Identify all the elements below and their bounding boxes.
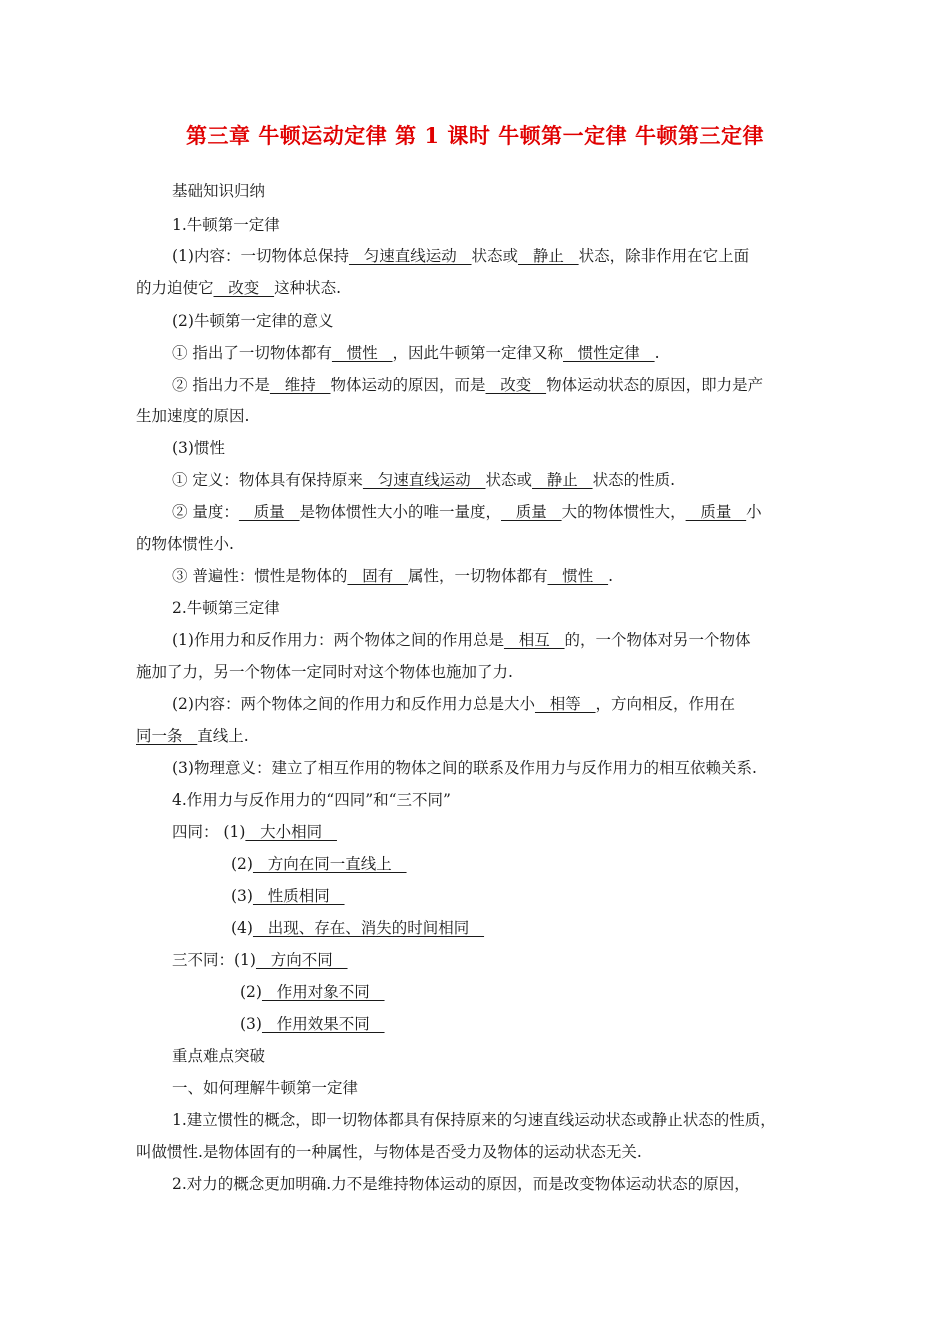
paragraph-line xyxy=(172,246,749,266)
text-run: 1.牛顿第一定律 xyxy=(172,216,280,234)
paragraph-line xyxy=(172,758,757,778)
paragraph-line xyxy=(172,694,735,714)
fill-blank-answer: 匀速直线运动 xyxy=(362,471,486,489)
text-run: ③ 普遍性：惯性是物体的 xyxy=(172,567,348,585)
text-run: 大的物体惯性大， xyxy=(561,503,686,521)
list-item xyxy=(231,854,407,874)
fill-blank-answer: 质量 xyxy=(685,503,747,521)
text-run: ，因此牛顿第一定律又称 xyxy=(392,344,564,362)
text-run: (2)内容：两个物体之间的作用力和反作用力总是大小 xyxy=(172,695,535,713)
paragraph-line xyxy=(136,662,513,682)
text-run: 小 xyxy=(746,503,762,521)
text-run: 4.作用力与反作用力的“四同”和“三不同” xyxy=(172,791,451,809)
text-run: 四同： (1) xyxy=(172,823,246,841)
section-heading-basics xyxy=(172,181,265,201)
text-run: 属性，一切物体都有 xyxy=(408,567,548,585)
text-run: 状态或 xyxy=(471,247,519,265)
fill-blank-answer: 质量 xyxy=(501,503,562,521)
text-run: (3)惯性 xyxy=(172,439,225,457)
subheading xyxy=(172,1078,358,1098)
text-run: 生加速度的原因. xyxy=(136,407,250,425)
list-item xyxy=(240,1014,385,1034)
paragraph-line xyxy=(172,470,675,490)
text-run: 状态，除非作用在它上面 xyxy=(578,247,750,265)
text-run: (2)牛顿第一定律的意义 xyxy=(172,312,334,330)
text-run: (4) xyxy=(231,919,253,937)
text-run: 重点难点突破 xyxy=(172,1047,266,1065)
text-run: (3) xyxy=(231,887,253,905)
text-run: 一、如何理解牛顿第一定律 xyxy=(172,1079,359,1097)
fill-blank-answer: 大小相同 xyxy=(245,823,337,841)
paragraph-line xyxy=(172,1110,776,1130)
fill-blank-answer: 出现、存在、消失的时间相同 xyxy=(252,919,485,937)
text-run: . xyxy=(608,567,614,585)
fill-blank-answer: 维持 xyxy=(269,376,331,394)
fill-blank-answer: 改变 xyxy=(485,376,547,394)
fill-blank-answer: 匀速直线运动 xyxy=(348,247,472,265)
text-run: 物体运动的原因，而是 xyxy=(330,376,486,394)
fill-blank-answer: 改变 xyxy=(213,279,275,297)
fill-blank-answer: 静止 xyxy=(518,247,579,265)
paragraph-line xyxy=(172,1174,750,1194)
text-run: (1)内容：一切物体总保持 xyxy=(172,247,349,265)
text-run: ② 指出力不是 xyxy=(172,376,270,394)
text-run: (2) xyxy=(231,855,253,873)
text-run: 1.建立惯性的概念，即一切物体都具有保持原来的匀速直线运动状态或静止状态的性质， xyxy=(172,1111,776,1129)
heading-newton-first-law xyxy=(172,215,280,235)
fill-blank-answer: 性质相同 xyxy=(252,887,345,905)
text-run: 物体运动状态的原因，即力是产 xyxy=(546,376,764,394)
list-item xyxy=(172,950,348,970)
text-run: 的力迫使它 xyxy=(136,279,214,297)
paragraph-line xyxy=(136,406,249,426)
paragraph-line xyxy=(172,375,763,395)
subheading xyxy=(172,438,225,458)
text-run: 叫做惯性.是物体固有的一种属性，与物体是否受力及物体的运动状态无关. xyxy=(136,1143,642,1161)
fill-blank-answer: 惯性定律 xyxy=(563,344,655,362)
paragraph-line xyxy=(172,566,613,586)
text-run: 的物体惯性小. xyxy=(136,535,234,553)
text-run: ，方向相反，作用在 xyxy=(595,695,736,713)
fill-blank-answer: 作用对象不同 xyxy=(261,983,385,1001)
paragraph-line xyxy=(136,1142,642,1162)
fill-blank-answer: 方向不同 xyxy=(255,951,348,969)
fill-blank-answer: 方向在同一直线上 xyxy=(252,855,407,873)
text-run: 三不同：(1) xyxy=(172,951,256,969)
text-run: 状态或 xyxy=(485,471,533,489)
heading-newton-third-law xyxy=(172,598,280,618)
text-run: 的，一个物体对另一个物体 xyxy=(564,631,751,649)
text-run: . xyxy=(654,344,660,362)
text-run: 2.对力的概念更加明确.力不是维持物体运动的原因，而是改变物体运动状态的原因， xyxy=(172,1175,750,1193)
fill-blank-answer: 相互 xyxy=(503,631,565,649)
fill-blank-answer: 惯性 xyxy=(547,567,609,585)
text-run: 2.牛顿第三定律 xyxy=(172,599,280,617)
paragraph-line xyxy=(136,278,341,298)
text-run: 直线上. xyxy=(197,727,249,745)
fill-blank-answer: 质量 xyxy=(238,503,300,521)
text-run: 基础知识归纳 xyxy=(172,182,266,200)
fill-blank-answer: 相等 xyxy=(534,695,596,713)
section-heading-key-points xyxy=(172,1046,265,1066)
text-run: (2) xyxy=(240,983,262,1001)
text-run: (3)物理意义：建立了相互作用的物体之间的联系及作用力与反作用力的相互依赖关系. xyxy=(172,759,757,777)
paragraph-line xyxy=(136,726,249,746)
paragraph-line xyxy=(172,502,762,522)
subheading xyxy=(172,311,333,331)
text-run: 施加了力，另一个物体一定同时对这个物体也施加了力. xyxy=(136,663,513,681)
fill-blank-answer: 固有 xyxy=(347,567,408,585)
fill-blank-answer: 作用效果不同 xyxy=(261,1015,385,1033)
text-run: 这种状态. xyxy=(274,279,342,297)
fill-blank-answer: 静止 xyxy=(532,471,593,489)
fill-blank-answer: 同一条 xyxy=(136,727,198,745)
paragraph-line xyxy=(136,534,234,554)
paragraph-line xyxy=(172,630,751,650)
paragraph-line xyxy=(172,343,660,363)
text-run: (3) xyxy=(240,1015,262,1033)
text-run: 状态的性质. xyxy=(592,471,676,489)
subheading xyxy=(172,790,451,810)
text-run: 是物体惯性大小的唯一量度， xyxy=(299,503,502,521)
page-title: 第三章 牛顿运动定律 第 1 课时 牛顿第一定律 牛顿第三定律 xyxy=(186,123,764,148)
text-run: ① 定义：物体具有保持原来 xyxy=(172,471,363,489)
text-run: (1)作用力和反作用力：两个物体之间的作用总是 xyxy=(172,631,504,649)
text-run: ① 指出了一切物体都有 xyxy=(172,344,332,362)
text-run: ② 量度： xyxy=(172,503,239,521)
list-item xyxy=(231,918,484,938)
list-item xyxy=(240,982,385,1002)
list-item xyxy=(172,822,337,842)
fill-blank-answer: 惯性 xyxy=(331,344,393,362)
list-item xyxy=(231,886,345,906)
